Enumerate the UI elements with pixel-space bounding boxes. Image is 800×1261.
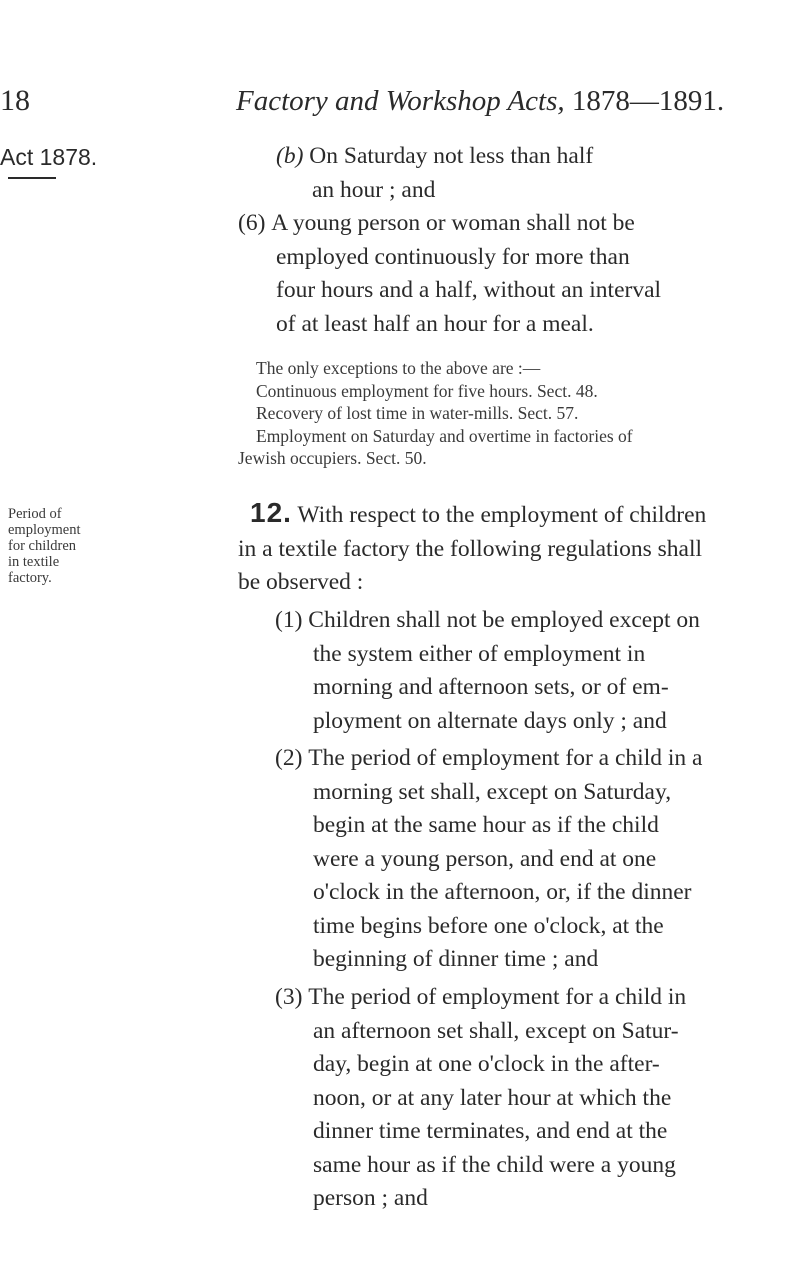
item-1-line-4: ployment on alternate days only ; and (313, 707, 667, 734)
margin-act-rule (8, 177, 56, 179)
item-3-label: (3) (275, 984, 303, 1010)
item-3-line-6: same hour as if the child were a young (313, 1151, 676, 1178)
item-2-line-6: time begins before one o'clock, at the (313, 912, 664, 939)
item-3-line-3: day, begin at one o'clock in the after- (313, 1051, 660, 1077)
item-1 (275, 604, 705, 738)
side-note-line-2: employment (8, 522, 81, 538)
para-6 (238, 207, 708, 341)
note-line-3: Recovery of lost time in water-mills. Sect. 57. (256, 403, 579, 423)
para-6-label: (6) (238, 210, 266, 236)
item-3-line-5: dinner time terminates, and end at the (313, 1118, 668, 1144)
para-b-line-2: an hour ; and (312, 176, 436, 203)
item-1-line-1 (275, 604, 705, 638)
page-number: 18 (0, 84, 30, 117)
side-note-period-of-employment (8, 506, 118, 586)
item-2-line-7: beginning of dinner time ; and (313, 946, 599, 972)
item-2-label: (2) (275, 745, 303, 771)
side-note-line-4: in textile (8, 554, 60, 570)
item-1-label: (1) (275, 607, 303, 633)
item-3-line-7: person ; and (313, 1185, 428, 1211)
para-6-line-3: four hours and a half, without an interval (276, 277, 662, 303)
section-12 (238, 496, 713, 600)
item-3-line-4: noon, or at any later hour at which the (313, 1084, 672, 1111)
note-line-5: Jewish occupiers. Sect. 50. (238, 448, 427, 468)
item-2-line-1 (275, 742, 705, 776)
section-number: 12. (250, 497, 292, 528)
item-2-text-1: The period of employment for a child in a (308, 745, 703, 771)
margin-act-label: Act 1878. (0, 144, 98, 170)
para-b-label: (b) (276, 143, 304, 169)
item-1-line-3: morning and afternoon sets, or of em- (313, 674, 669, 700)
section-12-line-2: in a textile factory the following regulations shall (238, 535, 702, 562)
side-note-line-5: factory. (8, 570, 52, 586)
item-2 (275, 742, 705, 977)
item-1-line-2: the system either of employment in (313, 640, 646, 667)
item-3-text-1: The period of employment for a child in (308, 984, 687, 1010)
note-line-2: Continuous employment for five hours. Sect. 48. (256, 380, 598, 401)
item-3-line-2: an afternoon set shall, except on Satur- (313, 1017, 679, 1044)
para-b-line-1 (276, 140, 706, 174)
para-b (276, 140, 706, 207)
exceptions-note (238, 357, 708, 470)
section-12-text-1: With respect to the employment of children (291, 502, 707, 528)
running-title-italic: Factory and Workshop Acts, (236, 85, 565, 117)
para-b-text-1: On Saturday not less than half (309, 143, 594, 169)
section-12-line-1 (238, 496, 713, 533)
item-2-line-3: begin at the same hour as if the child (313, 812, 659, 838)
item-2-line-2: morning set shall, except on Saturday, (313, 778, 672, 805)
para-6-text-1: A young person or woman shall not be (271, 210, 635, 236)
item-2-line-5: o'clock in the afternoon, or, if the dinner (313, 879, 692, 905)
item-2-line-4: were a young person, and end at one (313, 845, 657, 872)
running-title (236, 84, 724, 118)
running-title-years: 1878—1891. (564, 85, 725, 117)
para-6-line-4: of at least half an hour for a meal. (276, 310, 594, 337)
note-line-1: The only exceptions to the above are :— (256, 358, 541, 378)
para-6-line-2: employed continuously for more than (276, 243, 630, 270)
item-3-line-1 (275, 981, 705, 1015)
item-3 (275, 981, 705, 1216)
side-note-line-1: Period of (8, 506, 62, 522)
section-12-line-3: be observed : (238, 569, 364, 595)
para-6-line-1 (238, 207, 708, 241)
item-1-text-1: Children shall not be employed except on (308, 607, 700, 633)
side-note-line-3: for children (8, 538, 77, 554)
note-line-4: Employment on Saturday and overtime in factories of (256, 425, 633, 446)
